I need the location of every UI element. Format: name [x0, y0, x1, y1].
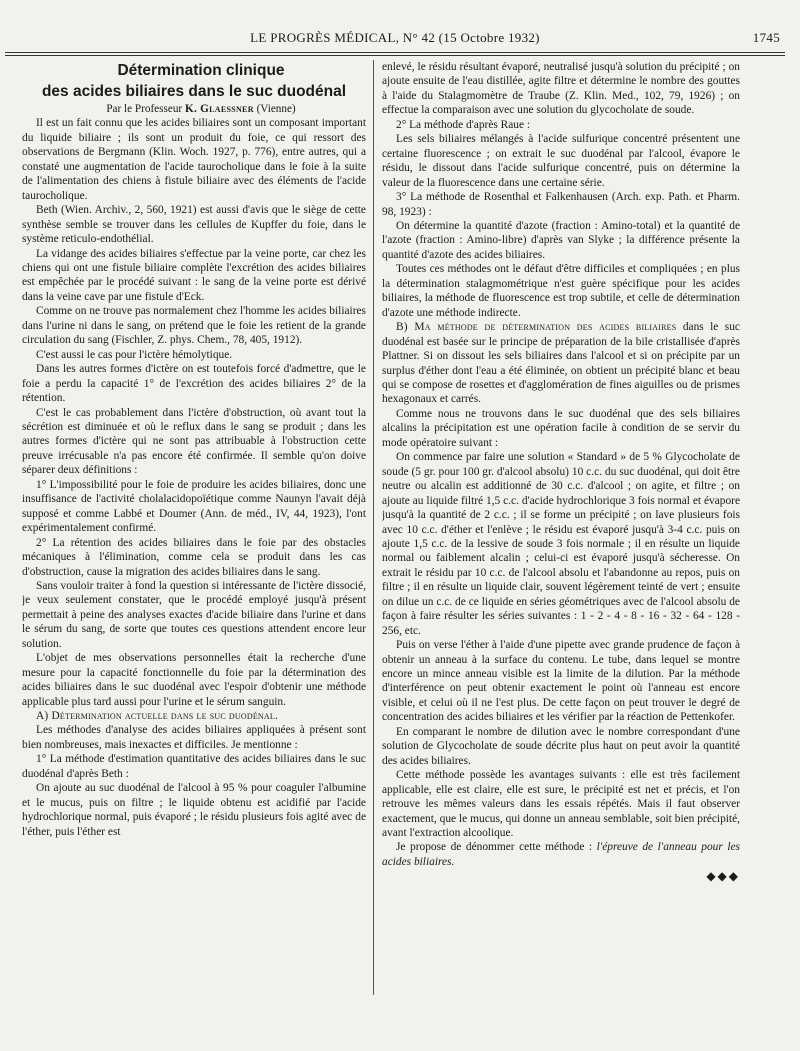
running-header: [10, 30, 780, 50]
paragraph: Sans vouloir traiter à fond la question si intéressante de l'ictère dissocié, je veux seulement constater, que le procédé employé jusqu'à présent permettait à peine des analyses exactes d'acide biliaire dans l'urine et dans le sérum du sang, de sorte que toutes ces questions attendent encore leur solution.: [22, 579, 366, 650]
paragraph: 2° La méthode d'après Raue :: [396, 118, 531, 131]
paragraph: Beth (Wien. Archiv., 2, 560, 1921) est aussi d'avis que le siège de cette synthèse semble se trouver dans les cellules de Kupffer du foie, dans le système reticulo-endothélial.: [22, 204, 366, 246]
title-line-1: Détermination clinique: [117, 62, 285, 79]
paragraph: C'est aussi le cas pour l'ictère hémolytique.: [36, 348, 233, 361]
column-divider: [373, 60, 374, 995]
article-title: [22, 60, 366, 102]
paragraph: Comme on ne trouve pas normalement chez l'homme les acides biliaires dans l'urine ni dans le sang, on prétend que le foie les retient de la grande circulation du sang (Fischler, Z. phys. Chem., 78, 405, 1912).: [22, 305, 366, 347]
conclusion: Je propose de dénommer cette méthode : l'épreuve de l'anneau pour les acides biliaires.: [382, 841, 740, 868]
paragraph: Il est un fait connu que les acides biliaires sont un composant important du liquide biliaire ; ils sont un produit du foie, ce qui ressort des observations de Bergmann (Klin. Woch. 1927, p. 776), entre autres, qui a constaté une augmentation de l'acide taurocholique dans le foie à la suite de l'alimentation des chiens à fistule biliaire avec des éléments de l'acide taurocholique.: [22, 117, 366, 202]
paragraph: 1° L'impossibilité pour le foie de produire les acides biliaires, donc une insuffisance de l'activité cholalacidopoïétique comme Naunyn l'avait déjà supposé et comme Labbé et Doumer (Ann. de méd., IV, 44, 1923), l'ont expérimentalement confirmé.: [22, 478, 366, 535]
paragraph: On commence par faire une solution « Standard » de 5 % Glycocholate de soude (5 gr. pour 100 gr. d'alcool absolu) 10 c.c. du suc duodénal, qui doit être neutre ou alcalin est additionné de 30 c.c. d'alcool ; on agite, et filtre ; on ajoute au liquide filtré 1,5 c.c. d'acide hydrochlorique 3 fois normal et évapore jusqu'à la quantité de 2 c.c. ; il se forme un précipité ; on lave plusieurs fois avec 10 c.c. d'éther et l'enlève ; le résidu est évaporé jusqu'à 3-4 c.c. puis on ajoute 1,5 c.c. de la lessive de soude 3 fois normale ; il en résulte un liquide normal ou faiblement alcalin ; celui-ci est évaporé jusqu'à sécheresse. On extrait le résidu par 10 c.c. de l'alcool absolu et l'abandonne au repos, puis on filtre ; il en résulte un liquide clair, souvent légèrement teinté de vert ; ensuite on dilue un c.c. de ce liquide en séries géométriques avec de l'alcool absolu de façon à faire résulter les séries suivantes : 1 - 2 - 4 - 8 - 16 - 32 - 64 - 128 - 256, etc.: [382, 451, 740, 637]
running-title: LE PROGRÈS MÉDICAL, N° 42 (15 Octobre 1932): [250, 30, 540, 45]
paragraph: 2° La rétention des acides biliaires dans le foie par des obstacles mécaniques à l'élimination, comme cela se produit dans les cas d'obstruction, cause la migration des acides biliaires dans le sang.: [22, 536, 366, 578]
section-b-heading: B) Ma méthode de détermination des acides biliaires: [396, 321, 677, 334]
paragraph: Comme nous ne trouvons dans le suc duodénal que des sels biliaires alcalins la précipitation est une opération facile à condition de se servir du mode opératoire suivant :: [382, 407, 740, 449]
page-number: 1745: [752, 30, 780, 45]
paragraph: 1° La méthode d'estimation quantitative des acides biliaires dans le suc duodénal d'après Beth :: [22, 753, 366, 780]
conclusion-emphasis: l'épreuve de l'anneau pour les acides biliaires.: [382, 841, 740, 868]
section-a-heading: A) Détermination actuelle dans le suc duodénal.: [36, 710, 279, 723]
paragraph: Puis on verse l'éther à l'aide d'une pipette avec grande prudence de façon à obtenir un anneau à la surface du contenu. Le tube, dans lequel se montre encore un mince anneau visible est la limite de la dilution. Par la méthode d'interférence on peut obtenir exactement le point où l'anneau est encore visible, et celui où il ne l'est plus. De cette façon on peut trouver le degré de concentration des acides biliaires et les vérifier par la réaction de Pettenkofer.: [382, 639, 740, 724]
paragraph: En comparant le nombre de dilution avec le nombre correspondant d'une solution de Glycocholate de soude décrite plus haut on peut avoir la quantité des acides biliaires.: [382, 725, 740, 767]
paragraph: La vidange des acides biliaires s'effectue par la veine porte, car chez les chiens qui ont une fistule biliaire complète l'excrétion des acides biliaires est empêchée par le procédé suivant : le sang de la veine porte est dérivé dans la veine cave par une fistule d'Eck.: [22, 247, 366, 303]
byline: Par le Professeur K. Glaessner (Vienne): [106, 103, 296, 115]
paragraph: enlevé, le résidu résultant évaporé, neutralisé jusqu'à solution du précipité ; on ajoute ensuite de l'eau distillée, agite filtre et détermine le nombre des gouttes à l'aide du Stalagmomètre de Traube (Z. Klin. Med., 102, 79, 1926) ; on effectue la comparaison avec une solution du glycocholate de soude.: [382, 61, 740, 117]
paragraph: 3° La méthode de Rosenthal et Falkenhausen (Arch. exp. Path. et Pharm. 98, 1923) :: [382, 191, 740, 218]
section-b-paragraph: B) Ma méthode de détermination des acides biliaires dans le suc duodénal est basée sur le principe de préparation de la bile cristallisée d'après Plattner. Si on dissout les sels biliaires dans l'alcool et si on précipite par un surplus d'éther dont l'eau a été éliminée, on obtient un précipité blanc et beau qui se compose de rosettes et d'agglomération de fines aiguilles ou de prismes hexagonaux et carrés.: [382, 321, 740, 406]
paragraph: Les sels biliaires mélangés à l'acide sulfurique concentré présentent une certaine fluorescence ; on extrait le suc duodénal par l'alcool, évapore le résidu, le dissout dans l'acide sulfurique concentré, puis on détermine la valeur de la fluorescence dans une certaine série.: [382, 133, 740, 189]
paragraph: Dans les autres formes d'ictère on est toutefois forcé d'admettre, que le foie a perdu la capacité 1° de l'excrétion des acides biliaires 2° de la rétention.: [22, 363, 366, 405]
paragraph: Les méthodes d'analyse des acides biliaires appliquées à présent sont bien nombreuses, mais inexactes et difficiles. Je mentionne :: [22, 724, 366, 751]
paragraph: L'objet de mes observations personnelles était la recherche d'une mesure pour la capacité fonctionnelle du foie par la détermination des acides biliaires dans le suc duodénal avec l'espoir d'obtenir une méthode applicable plus tard aussi pour l'urine et le sérum sanguin.: [22, 652, 366, 708]
title-line-2: des acides biliaires dans le suc duodénal: [41, 83, 347, 100]
paragraph: On détermine la quantité d'azote (fraction : Amino-total) et la quantité de l'azote (fraction : Amino-libre) d'après van Slyke ; la différence présente la quantité d'azote des acides biliaires.: [382, 219, 740, 261]
header-rule-top: [5, 52, 785, 53]
paragraph: Cette méthode possède les avantages suivants : elle est très facilement applicable, elle est claire, elle est sure, le précipité est net et précis, et l'on retrouve les mêmes valeurs dans les essais répétés. Mais il faut observer exactement, que le mucus, qui donne un anneau semblable, soit bien précipité, avant l'extraction alcoolique.: [382, 769, 740, 840]
paragraph: C'est le cas probablement dans l'ictère d'obstruction, où avant tout la sécrétion est diminuée et où le reflux dans le sang se produit ; dans les autres formes d'ictère qui ne sont pas attribuable à l'obstruction cette preuve irrécusable n'a pas encore été confirmée. Il semble qu'on doive séparer deux définitions :: [22, 406, 366, 477]
paragraph: On ajoute au suc duodénal de l'alcool à 95 % pour coaguler l'albumine et le mucus, puis on filtre ; le liquide obtenu est acidifié par l'acide hydrochlorique normal, puis évaporé ; le résidu plusieurs fois agité avec de l'éther, puis l'éther est: [22, 782, 366, 838]
left-column: [22, 60, 366, 1045]
header-rule-bottom: [5, 55, 785, 56]
right-column: [382, 60, 740, 1045]
end-ornament: ◆◆◆: [706, 869, 740, 884]
paragraph: Toutes ces méthodes ont le défaut d'être difficiles et compliquées ; en plus la détermination stalagmométrique n'est guère spécifique pour les acides biliaires, la méthode de fluorescence est trop subtile, et celle de détermination d'azote une méthode indirecte.: [382, 263, 740, 319]
author-name: K. Glaessner: [184, 103, 254, 115]
